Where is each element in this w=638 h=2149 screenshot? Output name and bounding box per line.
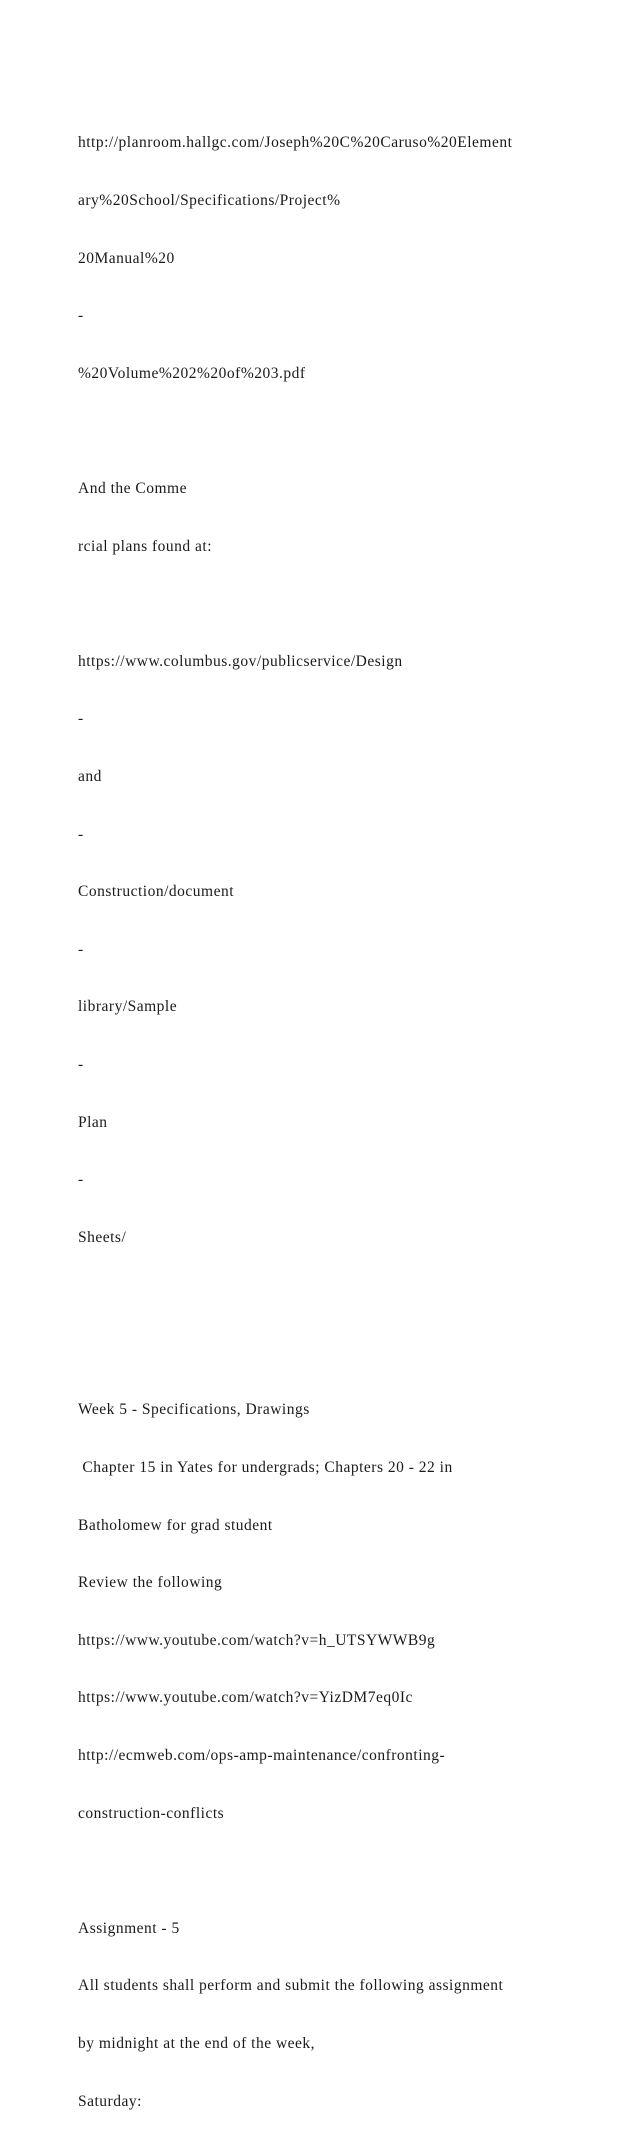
text-line: - (78, 825, 84, 843)
text-line: and (78, 767, 102, 785)
text-line: ary%20School/Specifications/Project% (78, 192, 341, 209)
text-line: Review the following (78, 1574, 223, 1592)
text-line: Chapter 15 in Yates for undergrads; Chapters 20 - 22 in (78, 1459, 453, 1477)
document-text (78, 95, 618, 2149)
text-line: Sheets/ (78, 1228, 127, 1246)
blank-line (78, 1285, 618, 1304)
text-line: - (78, 710, 84, 728)
text-line: Construction/document (78, 883, 235, 901)
blank-line (78, 421, 618, 440)
text-line: - (78, 1055, 84, 1073)
text-line: And the Comme (78, 479, 187, 497)
url-line: https://www.youtube.com/watch?v=YizDM7eq0Ic (78, 1689, 413, 1707)
text-line: 20Manual%20 (78, 249, 175, 267)
text-line: - (78, 1171, 84, 1189)
url-line: https://www.youtube.com/watch?v=h_UTSYWWB9g (78, 1631, 436, 1649)
section-heading: Assignment - 5 (78, 1919, 180, 1937)
text-line: http://planroom.hallgc.com/Joseph%20C%20Caruso%20Element (78, 134, 513, 152)
text-line: All students shall perform and submit the following assignment (78, 1977, 504, 1995)
text-line: Plan (78, 1113, 108, 1131)
blank-line (78, 594, 618, 613)
text-line: %20Volume%202%20of%203.pdf (78, 364, 306, 382)
text-line: - (78, 307, 84, 325)
url-line: http://ecmweb.com/ops-amp-maintenance/confronting- (78, 1747, 446, 1765)
blank-line (78, 1861, 618, 1880)
text-line: - (78, 940, 84, 958)
text-line: library/Sample (78, 998, 178, 1016)
text-line: Batholomew for grad student (78, 1516, 273, 1534)
text-line: construction-conflicts (78, 1804, 225, 1822)
text-line: rcial plans found at: (78, 537, 213, 555)
text-line: https://www.columbus.gov/publicservice/Design (78, 652, 403, 670)
blank-line (78, 1343, 618, 1362)
text-line: by midnight at the end of the week, (78, 2035, 316, 2052)
section-heading: Week 5 - Specifications, Drawings (78, 1401, 310, 1419)
text-line: Saturday: (78, 2092, 142, 2110)
